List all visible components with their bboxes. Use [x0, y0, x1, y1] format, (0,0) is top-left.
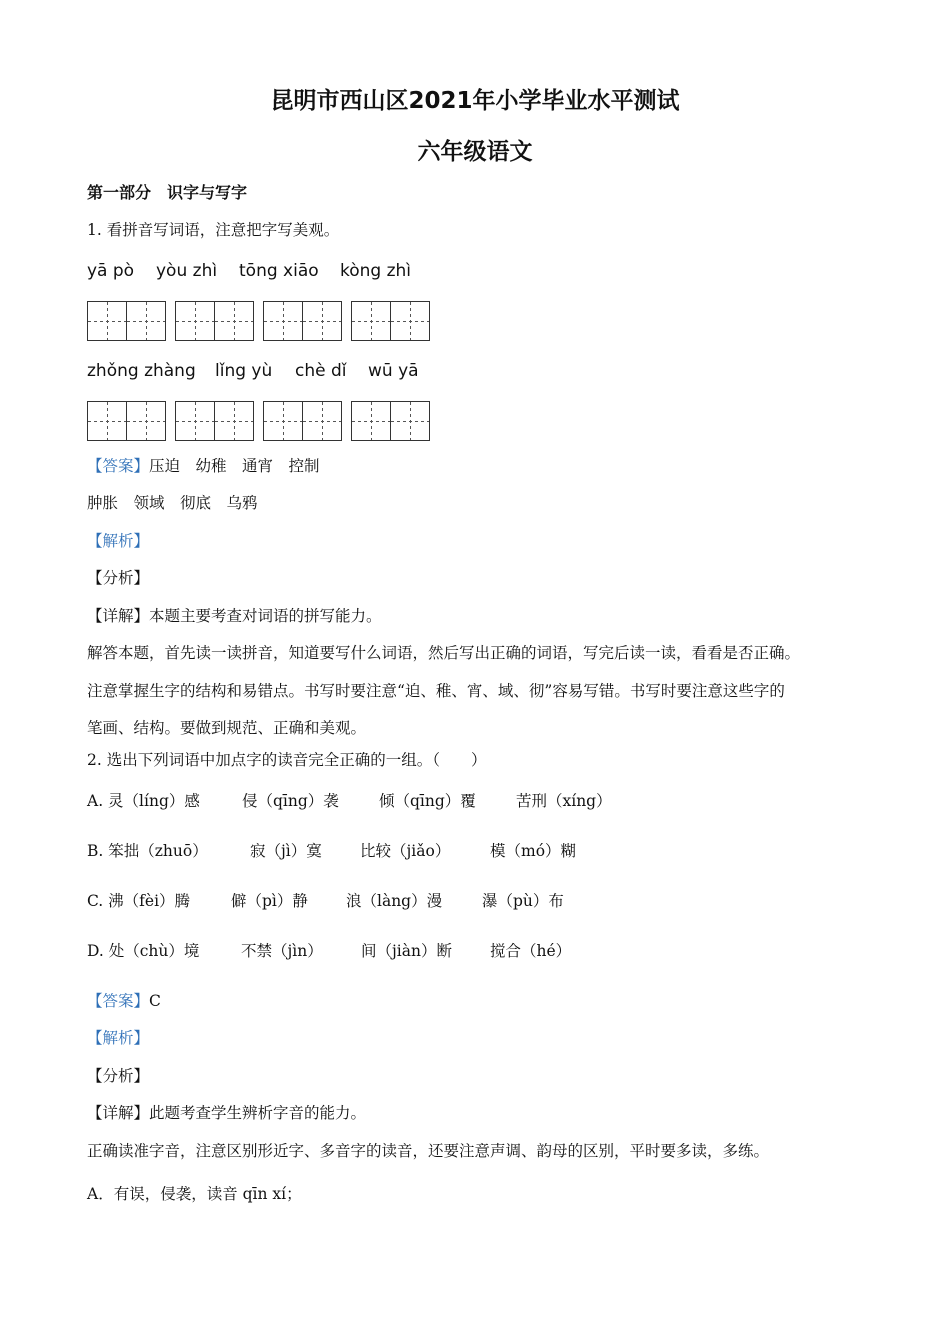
option-b[interactable] [87, 839, 208, 861]
pinyin-1: yā pò [87, 261, 135, 281]
option-a-item: 侵（qīng）袭 [242, 792, 339, 810]
pinyin-2: yòu zhì [156, 261, 218, 281]
jiexi-tag: 【解析】 [87, 532, 150, 550]
option-d-item: D. 处（chù）境 [87, 942, 200, 960]
option-a-item: 苦刑（xíng） [516, 792, 612, 810]
pinyin-6: lǐng yù [215, 361, 273, 381]
answer-tag: 【答案】 [87, 457, 150, 475]
fenxi-tag: 【分析】 [87, 1067, 150, 1085]
option-d[interactable] [87, 939, 199, 961]
answer-value: C [149, 992, 161, 1010]
q1-para2: 注意掌握生字的结构和易错点。书写时要注意“迫、稚、宵、域、彻”容易写错。书写时要注意这些字的 [87, 682, 785, 700]
q2-detail [87, 1101, 366, 1123]
writing-box[interactable] [263, 301, 342, 341]
pinyin-8: wū yā [368, 361, 419, 381]
option-a-item: 倾（qīng）覆 [379, 792, 476, 810]
option-d-item: 搅合（hé） [490, 942, 572, 960]
option-c-item: 僻（pì）静 [231, 892, 308, 910]
q1-stem: 1. 看拼音写词语，注意把字写美观。 [87, 221, 340, 239]
option-b-item: B. 笨拙（zhuō） [87, 842, 208, 860]
writing-box[interactable] [175, 301, 254, 341]
option-a-item: A. 灵（líng）感 [87, 792, 200, 810]
option-c-item: C. 沸（fèi）腾 [87, 892, 191, 910]
pinyin-3: tōng xiāo [239, 261, 319, 281]
option-d-item: 间（jiàn）断 [361, 942, 452, 960]
option-b-item: 寂（jì）寞 [250, 842, 322, 860]
answer-line1: 压迫 幼稚 通宵 控制 [149, 457, 320, 475]
q1-detail [87, 604, 382, 626]
option-b-item: 比较（jiǎo） [360, 842, 451, 860]
detail-tag: 【详解】 [87, 1104, 150, 1122]
writing-box[interactable] [351, 401, 430, 441]
q2-stem: 2. 选出下列词语中加点字的读音完全正确的一组。（ ） [87, 751, 487, 769]
page-title: 昆明市西山区2021年小学毕业水平测试 [270, 88, 680, 114]
q1-para1: 解答本题，首先读一读拼音，知道要写什么词语，然后写出正确的词语，写完后读一读，看看是否正确。 [87, 644, 801, 662]
writing-box[interactable] [87, 401, 166, 441]
answer-line2: 肿胀 领域 彻底 乌鸦 [87, 494, 258, 512]
option-c-item: 瀑（pù）布 [482, 892, 564, 910]
option-c-item: 浪（làng）漫 [346, 892, 443, 910]
jiexi-tag: 【解析】 [87, 1029, 150, 1047]
q2-para2: A．有误，侵袭，读音 qīn xí； [87, 1185, 302, 1203]
answer-tag: 【答案】 [87, 992, 150, 1010]
detail-tag: 【详解】 [87, 607, 150, 625]
writing-grid-row1 [87, 301, 439, 341]
writing-box[interactable] [175, 401, 254, 441]
q2-answer [87, 989, 161, 1011]
q2-para1: 正确读准字音，注意区别形近字、多音字的读音，还要注意声调、韵母的区别，平时要多读，多练。 [87, 1142, 770, 1160]
detail-text: 本题主要考查对词语的拼写能力。 [149, 607, 382, 625]
fenxi-tag: 【分析】 [87, 569, 150, 587]
option-b-item: 模（mó）糊 [490, 842, 577, 860]
part1-heading: 第一部分 识字与写字 [87, 183, 248, 202]
pinyin-4: kòng zhì [340, 261, 412, 281]
q1-answer [87, 454, 320, 476]
option-d-item: 不禁（jìn） [241, 942, 323, 960]
pinyin-7: chè dǐ [295, 361, 347, 381]
detail-text: 此题考查学生辨析字音的能力。 [149, 1104, 367, 1122]
pinyin-5: zhǒng zhàng [87, 361, 196, 381]
q1-para3: 笔画、结构。要做到规范、正确和美观。 [87, 719, 367, 737]
writing-grid-row2 [87, 401, 439, 441]
option-a[interactable] [87, 789, 200, 811]
writing-box[interactable] [351, 301, 430, 341]
option-c[interactable] [87, 889, 190, 911]
writing-box[interactable] [263, 401, 342, 441]
writing-box[interactable] [87, 301, 166, 341]
page-subtitle: 六年级语文 [417, 139, 533, 165]
